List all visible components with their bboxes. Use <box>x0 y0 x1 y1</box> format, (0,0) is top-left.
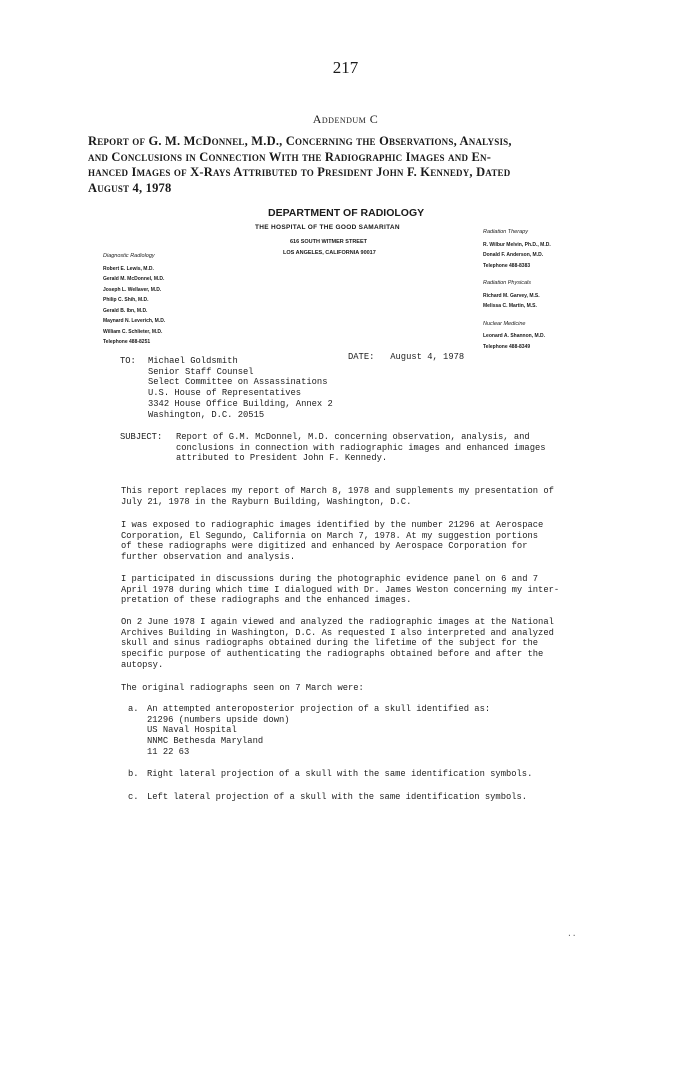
paragraph-line: On 2 June 1978 I again viewed and analyzed the radiographic images at the National <box>121 617 554 627</box>
staff-name: Leonard A. Shannon, M.D. <box>483 333 546 339</box>
footer-mark: .. <box>567 930 577 939</box>
staff-name: Richard M. Garvey, M.S. <box>483 292 540 299</box>
staff-name: R. Wilbur Melvin, Ph.D., M.D. <box>483 241 551 248</box>
staff-name: Melissa C. Martin, M.S. <box>483 303 537 309</box>
list-line: An attempted anteroposterior projection of a skull identified as: <box>147 704 491 714</box>
date-label: DATE: <box>348 352 375 362</box>
staff-name: Maynard N. Leverich, M.D. <box>103 318 166 324</box>
paragraph-line: Corporation, El Segundo, California on March 7, 1978. At my suggestion portions <box>121 530 539 541</box>
paragraph-line: July 21, 1978 in the Rayburn Building, Washington, D.C. <box>121 496 412 507</box>
paragraph-line: I participated in discussions during the photographic evidence panel on 6 and 7 <box>121 574 539 584</box>
address-line: Washington, D.C. 20515 <box>148 409 265 420</box>
subject-line: Report of G.M. McDonnel, M.D. concerning observation, analysis, and <box>176 432 530 442</box>
to-label: TO: <box>120 356 136 366</box>
letterhead-street: 616 SOUTH WITMER STREET <box>290 239 368 245</box>
staff-name: William C. Schlieter, M.D. <box>103 328 163 335</box>
address-line: Senior Staff Counsel <box>148 366 254 377</box>
list-line: 11 22 63 <box>147 746 190 757</box>
staff-name: Robert E. Lewis, M.D. <box>103 265 154 272</box>
report-title <box>88 134 618 196</box>
address-line: 3342 House Office Building, Annex 2 <box>148 398 333 409</box>
paragraph-line: The original radiographs seen on 7 March were: <box>121 683 364 693</box>
staff-heading: Diagnostic Radiology <box>103 253 155 259</box>
list-marker: b. <box>128 769 139 779</box>
staff-list-diagnostic <box>103 251 165 348</box>
paragraph-line: pretation of these radiographs and the enhanced images. <box>121 595 412 606</box>
staff-name: Joseph L. Wellaver, M.D. <box>103 286 162 293</box>
paragraph-3 <box>121 574 559 606</box>
paragraph-line: This report replaces my report of March 8, 1978 and supplements my presentation of <box>121 486 554 496</box>
paragraph-1 <box>121 486 554 507</box>
report-title-line: August 4, 1978 <box>88 180 172 195</box>
subject-text <box>176 432 546 464</box>
staff-heading: Nuclear Medicine <box>483 320 526 327</box>
staff-name: Donald F. Anderson, M.D. <box>483 252 544 258</box>
staff-heading: Radiation Physicals <box>483 280 531 286</box>
report-title-line: and Conclusions in Connection With the Radiographic Images and En- <box>88 149 492 164</box>
report-title-line: hanced Images of X-Rays Attributed to President John F. Kennedy, Dated <box>88 165 511 179</box>
paragraph-line: specific purpose of authenticating the radiographs obtained before and after the <box>121 649 544 660</box>
letterhead-hospital: THE HOSPITAL OF THE GOOD SAMARITAN <box>255 224 400 231</box>
subject-line: conclusions in connection with radiographic images and enhanced images <box>176 442 546 453</box>
staff-name: Philip C. Shih, M.D. <box>103 297 149 303</box>
staff-list-right <box>483 227 551 352</box>
paragraph-line: Archives Building in Washington, D.C. As requested I also interpreted and analyzed <box>121 627 554 638</box>
list-line: US Naval Hospital <box>147 725 237 736</box>
page-number: 217 <box>332 58 359 77</box>
paragraph-line: further observation and analysis. <box>121 552 296 563</box>
date-line <box>348 352 464 363</box>
paragraph-2 <box>121 520 543 563</box>
list-line: Left lateral projection of a skull with the same identification symbols. <box>147 792 528 802</box>
address-line: Select Committee on Assassinations <box>148 377 328 388</box>
list-marker: c. <box>128 792 139 802</box>
staff-name: Gerald M. McDonnel, M.D. <box>103 276 165 282</box>
to-address <box>148 356 333 420</box>
list-marker: a. <box>128 704 139 714</box>
paragraph-line: autopsy. <box>121 659 164 670</box>
date-value: August 4, 1978 <box>390 352 465 362</box>
list-line: 21296 (numbers upside down) <box>147 714 290 725</box>
list-line: Right lateral projection of a skull with the same identification symbols. <box>147 769 533 779</box>
list-line: NNMC Bethesda Maryland <box>147 736 264 747</box>
letterhead-department: DEPARTMENT OF RADIOLOGY <box>268 207 425 219</box>
staff-telephone: Telephone 488-8349 <box>483 343 531 350</box>
paragraph-line: of these radiographs were digitized and enhanced by Aerospace Corporation for <box>121 541 528 552</box>
address-line: U.S. House of Representatives <box>148 388 302 399</box>
staff-telephone: Telephone 488-8383 <box>483 262 531 269</box>
report-title-line: Report of G. M. McDonnel, M.D., Concerning the Observations, Analysis, <box>88 134 512 148</box>
staff-name: Gerald B. Ibn, M.D. <box>103 307 148 314</box>
subject-label: SUBJECT: <box>120 432 163 442</box>
letterhead-city: LOS ANGELES, CALIFORNIA 90017 <box>283 250 376 256</box>
paragraph-5 <box>121 683 364 694</box>
paragraph-line: I was exposed to radiographic images identified by the number 21296 at Aerospace <box>121 520 544 530</box>
paragraph-line: skull and sinus radiographs obtained during the lifetime of the subject for the <box>121 638 539 649</box>
staff-heading: Radiation Therapy <box>483 229 528 235</box>
paragraph-line: April 1978 during which time I dialogued with Dr. James Weston concerning my inter- <box>121 584 560 595</box>
addendum-heading: Addendum C <box>312 112 379 126</box>
paragraph-4 <box>121 617 554 671</box>
address-line: Michael Goldsmith <box>148 356 238 366</box>
staff-telephone: Telephone 488-8251 <box>103 339 151 345</box>
subject-line: attributed to President John F. Kennedy. <box>176 453 388 464</box>
